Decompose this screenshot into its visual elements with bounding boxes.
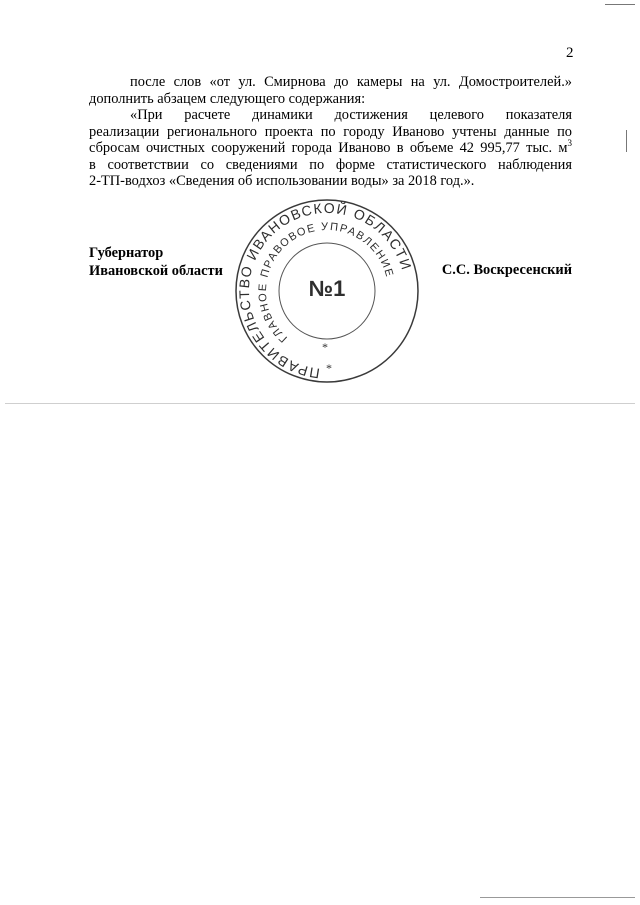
- scan-artifact: [480, 897, 635, 898]
- paragraph-2-line-3: [89, 140, 572, 157]
- scan-artifact: [626, 130, 627, 152]
- document-body: [89, 74, 572, 190]
- seal-outer-text: ПРАВИТЕЛЬСТВО ИВАНОВСКОЙ ОБЛАСТИ: [235, 199, 416, 382]
- unit-superscript: 3: [567, 138, 572, 149]
- signer-title-line-2: Ивановской области: [89, 263, 223, 279]
- paragraph-1-line-1: после слов «от ул. Смирнова до камеры на ул. Домостроителей.»: [130, 74, 572, 90]
- signer-title-line-1: Губернатор: [89, 245, 164, 261]
- signer-title: [89, 244, 223, 280]
- paragraph-2-line-5: 2-ТП-водхоз «Сведения об использовании воды» за 2018 год.».: [89, 173, 475, 189]
- paragraph-2-line-2: реализации регионального проекта по городу Иваново учтены данные по: [89, 123, 572, 140]
- paragraph-2-line-1: «При расчете динамики достижения целевого показателя: [130, 107, 572, 123]
- paragraph-2-line-4: в соответствии со сведениями по форме статистического наблюдения: [89, 156, 572, 173]
- seal-number: №1: [308, 276, 346, 301]
- paragraph-1-line-2: дополнить абзацем следующего содержания:: [89, 90, 366, 107]
- scan-artifact: [605, 4, 635, 5]
- paragraph-2-line-3-text: сбросам очистных сооружений города Иваново в объеме 42 995,77 тыс. м: [89, 140, 568, 156]
- scan-artifact: [5, 403, 635, 404]
- seal-star-2: *: [326, 361, 332, 375]
- official-seal: [232, 196, 422, 386]
- signer-name: С.С. Воскресенский: [441, 262, 572, 278]
- page-number: 2: [566, 45, 574, 61]
- seal-star-1: *: [322, 340, 328, 354]
- seal-inner-text: ГЛАВНОЕ ПРАВОВОЕ УПРАВЛЕНИЕ: [256, 220, 396, 345]
